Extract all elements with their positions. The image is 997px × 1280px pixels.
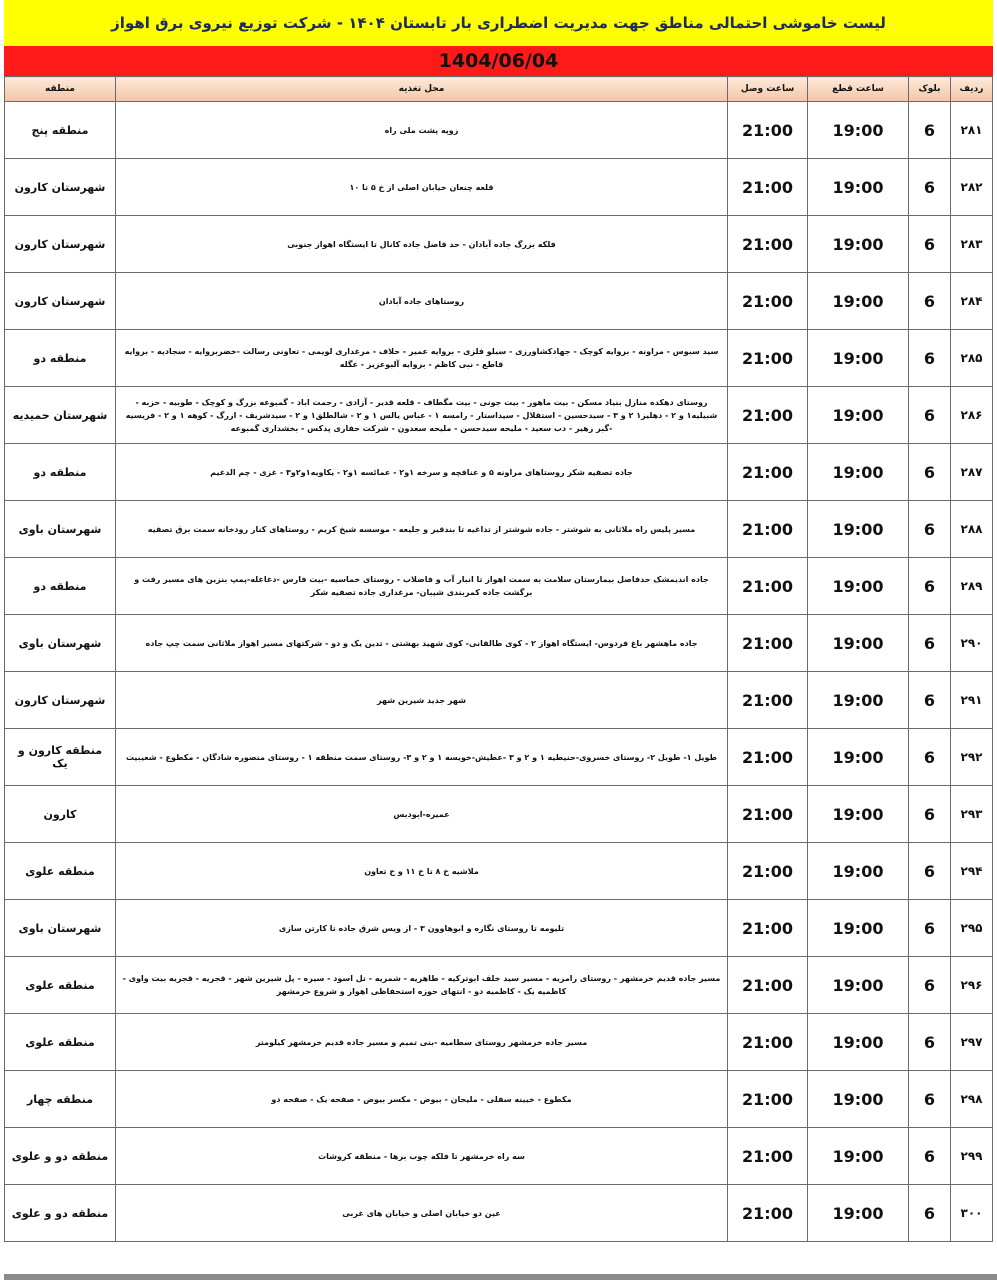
row-number: ۲۹۶ (951, 957, 993, 1014)
block-number: 6 (909, 216, 951, 273)
page-title: لیست خاموشی احتمالی مناطق جهت مدیریت اضطراری بار تابستان ۱۴۰۴ - شرکت توزیع نیروی برق اهواز (4, 0, 993, 47)
location-text: شهر جدید شیرین شهر (116, 672, 728, 729)
schedule-sheet (4, 0, 993, 1280)
block-number: 6 (909, 1185, 951, 1242)
area-name: منطقه پنج (5, 102, 116, 159)
row-number: ۲۹۱ (951, 672, 993, 729)
connect-time: 21:00 (728, 900, 808, 957)
table-row (5, 786, 993, 843)
location-text: مسیر پلیس راه ملاثانی به شوشتر - جاده شوشتر از تداغیه تا بندقیر و جلیعه - موسسه شیخ کریم - روستاهای کنار رودخانه سمت برق تصفیه (116, 501, 728, 558)
cut-time: 19:00 (808, 1128, 909, 1185)
location-text: تلیومه تا روستای نگازه و ابوهاوون ۳ - از ویس شرق جاده تا کارتن سازی (116, 900, 728, 957)
block-number: 6 (909, 387, 951, 444)
row-number: ۲۹۸ (951, 1071, 993, 1128)
cut-time: 19:00 (808, 1071, 909, 1128)
location-text: روستای دهکده منازل بنیاد مسکن - بیت ماهور - بیت جونی - بیت مگطاف - قلعه قدیر - آزادی - رحمت اباد - گمبوعه بزرگ و کوچک - طوبیه - حزبه - شبیلیه۱ و ۲ - دهلیز۱ ۲ و ۳ - سیدحسین - استقلال - سیداستار - رامسه ۱ - عباس یالس ۱ و ۲ - شالطلق۱ و ۲ - سیدشریف - ازرگ - کوهه ۱ و ۲ - فریسیه -گبر زهیر - دب سعید - ملیحه سیدحسن - ملیحه سعدون - شرکت حفاری پدکس - بخشداری گمبوعه (116, 387, 728, 444)
connect-time: 21:00 (728, 615, 808, 672)
location-text: مسیر جاده قدیم خرمشهر - روستای رامزیه - مسیر سید خلف ابوترکیه - طاهریه - شمریه - تل اسود - سیره - پل شیرین شهر - قجریه - قجریه بیت واوی - کاظمیه یک - کاظمیه دو - انتهای حوزه استحفاظی اهواز و شروع خرمشهر (116, 957, 728, 1014)
location-text: مسیر جاده خرمشهر روستای سطامیه -بنی تمیم و مسیر جاده قدیم خرمشهر کیلومتر (116, 1014, 728, 1071)
table-row (5, 102, 993, 159)
block-number: 6 (909, 786, 951, 843)
area-name: منطقه علوی (5, 1014, 116, 1071)
block-number: 6 (909, 957, 951, 1014)
cut-time: 19:00 (808, 672, 909, 729)
row-number: ۲۸۱ (951, 102, 993, 159)
header-location: محل تغذیه (116, 77, 728, 102)
table-row (5, 729, 993, 786)
location-text: مکطوع - خیینه سفلی - ملیحان - بیوض - مکسر بیوض - صفحه یک - صفحه دو (116, 1071, 728, 1128)
row-number: ۲۹۲ (951, 729, 993, 786)
outage-table (4, 76, 993, 1242)
table-header (5, 77, 993, 102)
row-number: ۲۹۵ (951, 900, 993, 957)
table-row (5, 159, 993, 216)
table-row (5, 444, 993, 501)
table-row (5, 216, 993, 273)
connect-time: 21:00 (728, 1071, 808, 1128)
connect-time: 21:00 (728, 1185, 808, 1242)
connect-time: 21:00 (728, 159, 808, 216)
block-number: 6 (909, 102, 951, 159)
row-number: ۲۸۶ (951, 387, 993, 444)
table-row (5, 1014, 993, 1071)
table-row (5, 558, 993, 615)
table-row (5, 900, 993, 957)
location-text: جاده اندیمشک حدفاصل بیمارستان سلامت به سمت اهواز تا انبار آب و فاضلاب - روستای خماسیه -بیت فارس -دغاغله-پمپ بنزین های مسیر رفت و برگشت جاده کمربندی شیبان- مرغداری جاده تصفیه شکر (116, 558, 728, 615)
location-text: زوپه پشت ملی راه (116, 102, 728, 159)
area-name: منطقه دو (5, 444, 116, 501)
connect-time: 21:00 (728, 330, 808, 387)
cut-time: 19:00 (808, 216, 909, 273)
area-name: منطقه دو (5, 558, 116, 615)
connect-time: 21:00 (728, 558, 808, 615)
location-text: قلعه چنعان خیابان اصلی از خ ۵ تا ۱۰ (116, 159, 728, 216)
table-row (5, 1185, 993, 1242)
row-number: ۲۸۳ (951, 216, 993, 273)
block-number: 6 (909, 672, 951, 729)
cut-time: 19:00 (808, 501, 909, 558)
table-row (5, 1128, 993, 1185)
cut-time: 19:00 (808, 330, 909, 387)
area-name: شهرستان حمیدیه (5, 387, 116, 444)
row-number: ۲۸۹ (951, 558, 993, 615)
row-number: ۲۹۷ (951, 1014, 993, 1071)
cut-time: 19:00 (808, 159, 909, 216)
table-row (5, 615, 993, 672)
block-number: 6 (909, 1014, 951, 1071)
block-number: 6 (909, 729, 951, 786)
area-name: شهرستان کارون (5, 216, 116, 273)
table-row (5, 843, 993, 900)
area-name: شهرستان کارون (5, 273, 116, 330)
area-name: شهرستان کارون (5, 159, 116, 216)
area-name: شهرستان باوی (5, 501, 116, 558)
connect-time: 21:00 (728, 216, 808, 273)
location-text: جاده ماهشهر باغ فردوس- ایستگاه اهواز ۲ - کوی طالقانی- کوی شهید بهشتی - تدین یک و دو - شرکتهای مسیر اهواز ملاثانی سمت چپ جاده (116, 615, 728, 672)
location-text: سید سبوس - مراونه - بروایه کوچک - جهادکشاورزی - سیلو فلزی - بروایه عمیر - حلاف - مرغداری لویمی - تعاونی رسالت -خضربروایه - سجادیه - بروایه قاطع - نبی کاظم - بروایه آلبوعزیز - عگله (116, 330, 728, 387)
area-name: منطقه دو و علوی (5, 1128, 116, 1185)
row-number: ۲۸۸ (951, 501, 993, 558)
connect-time: 21:00 (728, 273, 808, 330)
header-area: منطقه (5, 77, 116, 102)
cut-time: 19:00 (808, 843, 909, 900)
connect-time: 21:00 (728, 729, 808, 786)
block-number: 6 (909, 1071, 951, 1128)
cut-time: 19:00 (808, 1185, 909, 1242)
cut-time: 19:00 (808, 957, 909, 1014)
connect-time: 21:00 (728, 1014, 808, 1071)
connect-time: 21:00 (728, 843, 808, 900)
row-number: ۲۹۰ (951, 615, 993, 672)
row-number: ۲۹۳ (951, 786, 993, 843)
header-row (5, 77, 993, 102)
location-text: جاده تصفیه شکر روستاهای مراونه ۵ و عنافچه و سرخه ۱و۲ - عمائسه ۱و۲ - یکاویه۱و۲و۳ - غزی - چم الدغیم (116, 444, 728, 501)
location-text: طویل ۱- طویل ۲- روستای خسروی-حنیطیه ۱ و ۲ و ۳ -عطیش-خویسه ۱ و ۲ و ۳- روستای سمت منطقه ۱ - روستای منصوره شادگان - مکطوع - شعیبیت (116, 729, 728, 786)
row-number: ۲۹۹ (951, 1128, 993, 1185)
location-text: ملاشیه خ ۸ تا خ ۱۱ و خ تعاون (116, 843, 728, 900)
date-banner: 1404/06/04 (4, 46, 993, 76)
cut-time: 19:00 (808, 558, 909, 615)
table-row (5, 672, 993, 729)
cut-time: 19:00 (808, 102, 909, 159)
location-text: فلکه بزرگ جاده آبادان - حد فاصل جاده کانال تا ایستگاه اهواز جنوبی (116, 216, 728, 273)
cut-time: 19:00 (808, 900, 909, 957)
area-name: منطقه علوی (5, 957, 116, 1014)
block-number: 6 (909, 444, 951, 501)
row-number: ۲۸۷ (951, 444, 993, 501)
area-name: منطقه چهار (5, 1071, 116, 1128)
location-text: عین دو خیابان اصلی و خیابان های غربی (116, 1185, 728, 1242)
row-number: ۲۸۲ (951, 159, 993, 216)
location-text: روستاهای جاده آبادان (116, 273, 728, 330)
area-name: شهرستان باوی (5, 615, 116, 672)
cut-time: 19:00 (808, 444, 909, 501)
row-number: ۲۹۴ (951, 843, 993, 900)
area-name: شهرستان باوی (5, 900, 116, 957)
block-number: 6 (909, 273, 951, 330)
header-block: بلوک (909, 77, 951, 102)
table-body (5, 102, 993, 1242)
location-text: سه راه خرمشهر تا فلکه چوب برها - منطقه کروشات (116, 1128, 728, 1185)
cut-time: 19:00 (808, 387, 909, 444)
connect-time: 21:00 (728, 957, 808, 1014)
area-name: منطقه کارون و یک (5, 729, 116, 786)
cut-time: 19:00 (808, 615, 909, 672)
area-name: شهرستان کارون (5, 672, 116, 729)
header-cut-time: ساعت قطع (808, 77, 909, 102)
connect-time: 21:00 (728, 444, 808, 501)
area-name: منطقه دو و علوی (5, 1185, 116, 1242)
block-number: 6 (909, 900, 951, 957)
row-number: ۲۸۴ (951, 273, 993, 330)
table-row (5, 273, 993, 330)
cut-time: 19:00 (808, 273, 909, 330)
block-number: 6 (909, 330, 951, 387)
block-number: 6 (909, 1128, 951, 1185)
connect-time: 21:00 (728, 387, 808, 444)
cut-time: 19:00 (808, 729, 909, 786)
connect-time: 21:00 (728, 501, 808, 558)
cut-time: 19:00 (808, 786, 909, 843)
table-row (5, 957, 993, 1014)
connect-time: 21:00 (728, 102, 808, 159)
header-connect-time: ساعت وصل (728, 77, 808, 102)
block-number: 6 (909, 501, 951, 558)
table-row (5, 387, 993, 444)
table-row (5, 330, 993, 387)
block-number: 6 (909, 615, 951, 672)
bottom-divider (4, 1274, 997, 1280)
row-number: ۲۸۵ (951, 330, 993, 387)
connect-time: 21:00 (728, 672, 808, 729)
connect-time: 21:00 (728, 1128, 808, 1185)
location-text: عمیره-ابودبس (116, 786, 728, 843)
row-number: ۳۰۰ (951, 1185, 993, 1242)
area-name: کارون (5, 786, 116, 843)
connect-time: 21:00 (728, 786, 808, 843)
area-name: منطقه علوی (5, 843, 116, 900)
block-number: 6 (909, 843, 951, 900)
block-number: 6 (909, 558, 951, 615)
block-number: 6 (909, 159, 951, 216)
header-row-number: ردیف (951, 77, 993, 102)
area-name: منطقه دو (5, 330, 116, 387)
table-row (5, 501, 993, 558)
table-row (5, 1071, 993, 1128)
cut-time: 19:00 (808, 1014, 909, 1071)
